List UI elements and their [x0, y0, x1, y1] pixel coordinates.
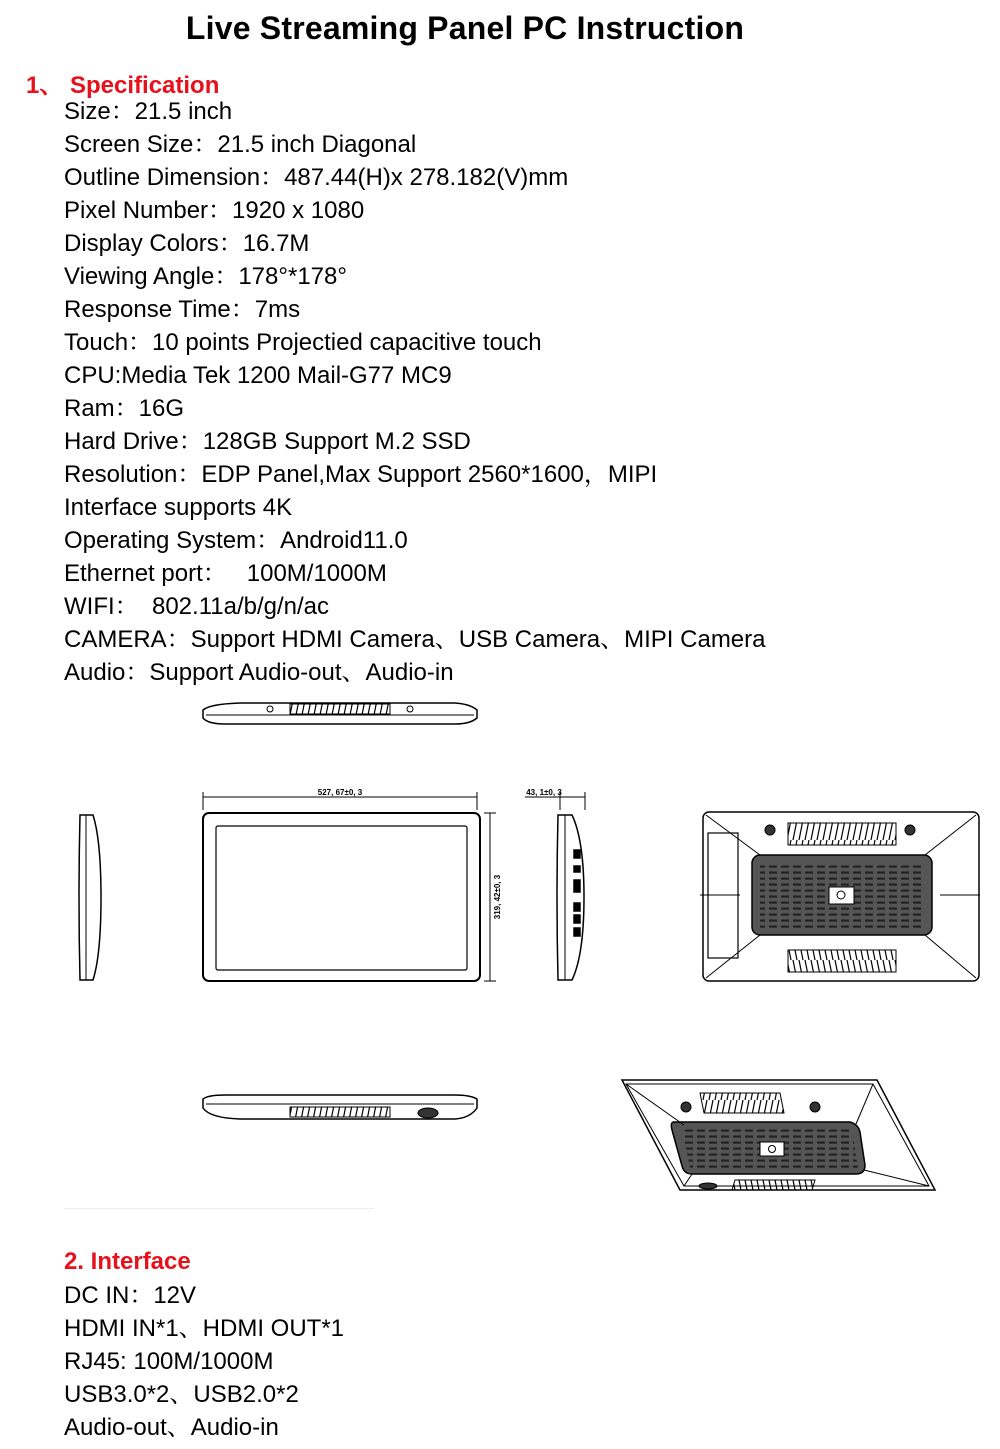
spec-ethernet: Ethernet port： 100M/1000M: [64, 560, 387, 587]
spec-cpu: CPU:Media Tek 1200 Mail-G77 MC9: [64, 362, 452, 389]
iface-usb: USB3.0*2、USB2.0*2: [64, 1381, 299, 1408]
spec-camera: CAMERA：Support HDMI Camera、USB Camera、MIPI Camera: [64, 626, 766, 653]
height-dimension-label: 319, 42±0, 3: [493, 874, 502, 920]
spec-display-colors: Display Colors：16.7M: [64, 230, 310, 257]
spec-viewing-angle: Viewing Angle：178°*178°: [64, 263, 347, 290]
spec-touch: Touch：10 points Projectied capacitive touch: [64, 329, 542, 356]
spec-hard-drive: Hard Drive：128GB Support M.2 SSD: [64, 428, 471, 455]
width-dimension-label: 527, 67±0, 3: [317, 788, 363, 797]
front-view-drawing: [203, 792, 496, 981]
specification-heading: 1、 Specification: [26, 72, 220, 99]
spec-resolution: Resolution：EDP Panel,Max Support 2560*1600，MIPI: [64, 461, 658, 488]
interface-heading: 2. Interface: [64, 1248, 191, 1275]
back-view-drawing: [700, 812, 980, 981]
spec-pixel-number: Pixel Number：1920 x 1080: [64, 197, 365, 224]
depth-dimension-label: 43, 1±0, 3: [526, 788, 562, 797]
perspective-view-drawing: [622, 1080, 935, 1190]
spec-interface-4k: Interface supports 4K: [64, 494, 293, 521]
section-divider: [64, 1208, 374, 1209]
spec-wifi: WIFI： 802.11a/b/g/n/ac: [64, 593, 330, 620]
spec-outline-dimension: Outline Dimension：487.44(H)x 278.182(V)mm: [64, 164, 569, 191]
spec-screen-size: Screen Size：21.5 inch Diagonal: [64, 131, 417, 158]
iface-audio: Audio-out、Audio-in: [64, 1414, 279, 1441]
bottom-view-drawing: [203, 1095, 477, 1119]
left-side-view-drawing: [79, 815, 101, 980]
page-title: Live Streaming Panel PC Instruction: [185, 10, 745, 46]
spec-audio: Audio：Support Audio-out、Audio-in: [64, 659, 454, 686]
right-side-view-drawing: [525, 792, 585, 980]
iface-rj45: RJ45: 100M/1000M: [64, 1348, 274, 1375]
iface-hdmi: HDMI IN*1、HDMI OUT*1: [64, 1315, 345, 1342]
spec-operating-system: Operating System：Android11.0: [64, 527, 408, 554]
spec-ram: Ram：16G: [64, 395, 185, 422]
interface-list: [64, 1279, 344, 1444]
top-view-drawing: [203, 703, 477, 724]
spec-size: Size：21.5 inch: [64, 98, 233, 125]
spec-response-time: Response Time：7ms: [64, 296, 301, 323]
iface-dc-in: DC IN：12V: [64, 1282, 197, 1309]
